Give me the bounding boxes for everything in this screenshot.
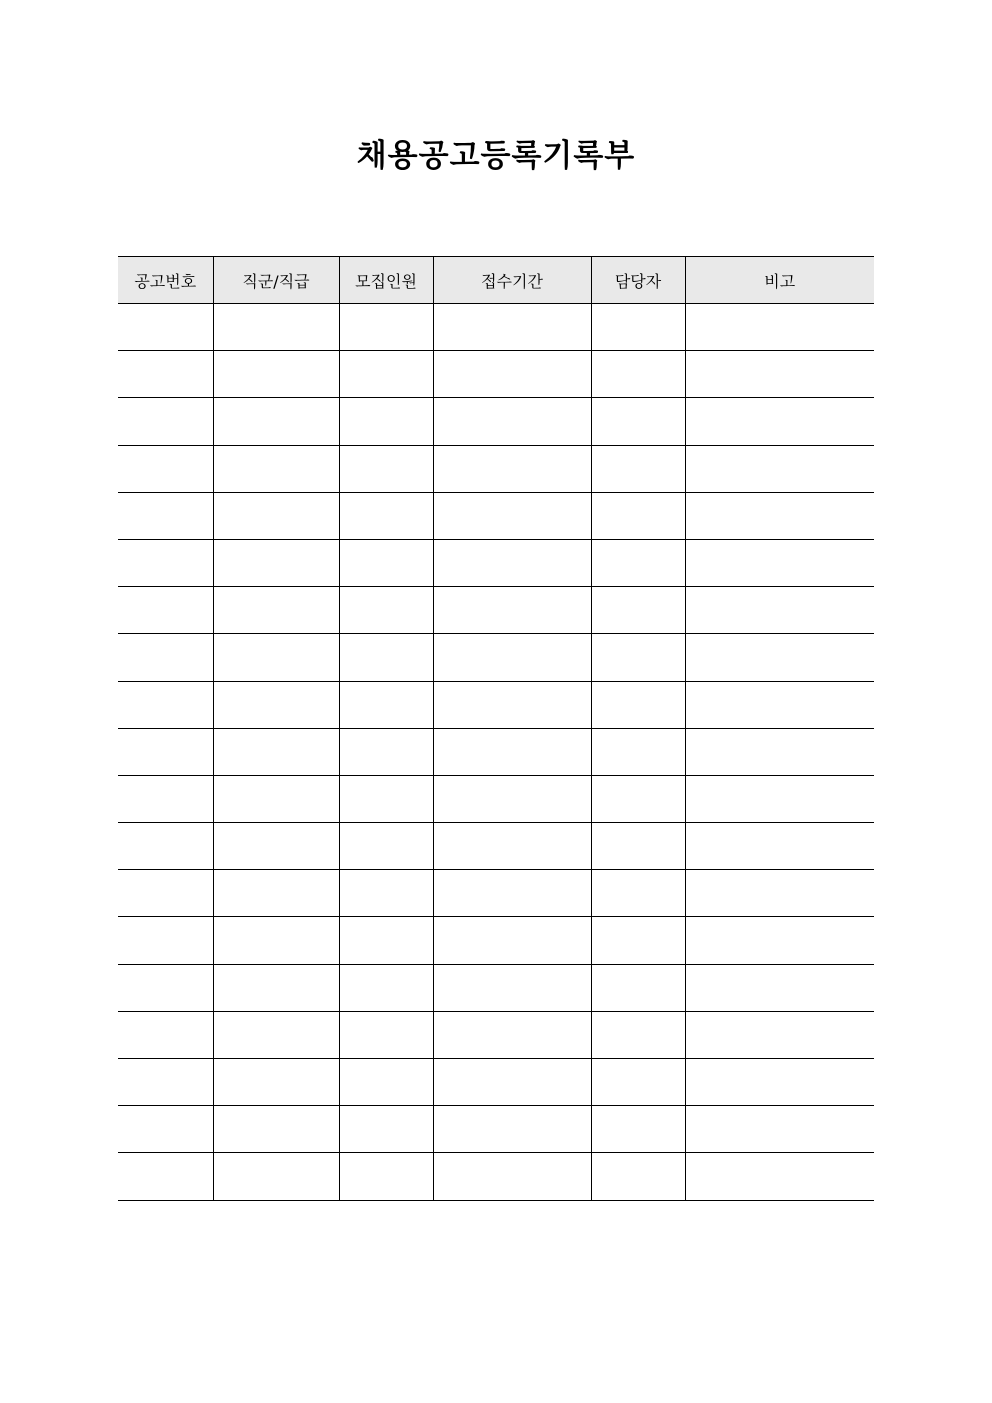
- application-period-cell[interactable]: [433, 1059, 591, 1106]
- application-period-cell[interactable]: [433, 681, 591, 728]
- table-row: [118, 728, 874, 775]
- headcount-cell[interactable]: [339, 304, 433, 351]
- table-row: [118, 1059, 874, 1106]
- posting-number-cell[interactable]: [118, 917, 213, 964]
- table-header-row: [118, 257, 874, 304]
- headcount-cell[interactable]: [339, 681, 433, 728]
- remarks-cell[interactable]: [685, 1106, 874, 1153]
- headcount-cell[interactable]: [339, 823, 433, 870]
- job-posting-register-table: [118, 256, 874, 1201]
- remarks-cell[interactable]: [685, 304, 874, 351]
- table-row: [118, 539, 874, 586]
- posting-number-cell[interactable]: [118, 1059, 213, 1106]
- job-group-grade-cell[interactable]: [213, 634, 339, 681]
- table-row: [118, 398, 874, 445]
- posting-number-cell[interactable]: [118, 634, 213, 681]
- header-job-group-grade: 직군/직급: [213, 257, 339, 304]
- headcount-cell[interactable]: [339, 1011, 433, 1058]
- job-group-grade-cell[interactable]: [213, 445, 339, 492]
- posting-number-cell[interactable]: [118, 775, 213, 822]
- table-row: [118, 634, 874, 681]
- job-group-grade-cell[interactable]: [213, 492, 339, 539]
- headcount-cell[interactable]: [339, 1059, 433, 1106]
- headcount-cell[interactable]: [339, 634, 433, 681]
- posting-number-cell[interactable]: [118, 351, 213, 398]
- application-period-cell[interactable]: [433, 634, 591, 681]
- job-group-grade-cell[interactable]: [213, 1153, 339, 1200]
- person-in-charge-cell[interactable]: [591, 1059, 685, 1106]
- person-in-charge-cell[interactable]: [591, 398, 685, 445]
- headcount-cell[interactable]: [339, 587, 433, 634]
- person-in-charge-cell[interactable]: [591, 775, 685, 822]
- header-headcount: 모집인원: [339, 257, 433, 304]
- job-group-grade-cell[interactable]: [213, 587, 339, 634]
- job-group-grade-cell[interactable]: [213, 539, 339, 586]
- table-row: [118, 1106, 874, 1153]
- application-period-cell[interactable]: [433, 1011, 591, 1058]
- job-group-grade-cell[interactable]: [213, 775, 339, 822]
- remarks-cell[interactable]: [685, 1011, 874, 1058]
- table-row: [118, 304, 874, 351]
- job-group-grade-cell[interactable]: [213, 398, 339, 445]
- posting-number-cell[interactable]: [118, 492, 213, 539]
- remarks-cell[interactable]: [685, 539, 874, 586]
- posting-number-cell[interactable]: [118, 445, 213, 492]
- job-group-grade-cell[interactable]: [213, 351, 339, 398]
- header-person-in-charge: 담당자: [591, 257, 685, 304]
- application-period-cell[interactable]: [433, 351, 591, 398]
- person-in-charge-cell[interactable]: [591, 1106, 685, 1153]
- table-row: [118, 587, 874, 634]
- table-row: [118, 445, 874, 492]
- posting-number-cell[interactable]: [118, 1106, 213, 1153]
- application-period-cell[interactable]: [433, 1153, 591, 1200]
- remarks-cell[interactable]: [685, 445, 874, 492]
- headcount-cell[interactable]: [339, 870, 433, 917]
- remarks-cell[interactable]: [685, 917, 874, 964]
- person-in-charge-cell[interactable]: [591, 587, 685, 634]
- header-remarks: 비고: [685, 257, 874, 304]
- application-period-cell[interactable]: [433, 917, 591, 964]
- job-group-grade-cell[interactable]: [213, 823, 339, 870]
- table-row: [118, 351, 874, 398]
- page-title: 채용공고등록기록부: [356, 138, 636, 174]
- headcount-cell[interactable]: [339, 917, 433, 964]
- person-in-charge-cell[interactable]: [591, 634, 685, 681]
- application-period-cell[interactable]: [433, 728, 591, 775]
- application-period-cell[interactable]: [433, 775, 591, 822]
- person-in-charge-cell[interactable]: [591, 917, 685, 964]
- job-group-grade-cell[interactable]: [213, 1059, 339, 1106]
- application-period-cell[interactable]: [433, 445, 591, 492]
- application-period-cell[interactable]: [433, 539, 591, 586]
- job-group-grade-cell[interactable]: [213, 870, 339, 917]
- person-in-charge-cell[interactable]: [591, 728, 685, 775]
- remarks-cell[interactable]: [685, 492, 874, 539]
- headcount-cell[interactable]: [339, 445, 433, 492]
- person-in-charge-cell[interactable]: [591, 304, 685, 351]
- application-period-cell[interactable]: [433, 587, 591, 634]
- headcount-cell[interactable]: [339, 964, 433, 1011]
- application-period-cell[interactable]: [433, 304, 591, 351]
- headcount-cell[interactable]: [339, 775, 433, 822]
- remarks-cell[interactable]: [685, 634, 874, 681]
- headcount-cell[interactable]: [339, 351, 433, 398]
- headcount-cell[interactable]: [339, 539, 433, 586]
- remarks-cell[interactable]: [685, 351, 874, 398]
- remarks-cell[interactable]: [685, 681, 874, 728]
- remarks-cell[interactable]: [685, 728, 874, 775]
- posting-number-cell[interactable]: [118, 587, 213, 634]
- application-period-cell[interactable]: [433, 870, 591, 917]
- headcount-cell[interactable]: [339, 492, 433, 539]
- remarks-cell[interactable]: [685, 870, 874, 917]
- header-posting-number: 공고번호: [118, 257, 213, 304]
- posting-number-cell[interactable]: [118, 304, 213, 351]
- person-in-charge-cell[interactable]: [591, 539, 685, 586]
- person-in-charge-cell[interactable]: [591, 870, 685, 917]
- job-group-grade-cell[interactable]: [213, 304, 339, 351]
- application-period-cell[interactable]: [433, 964, 591, 1011]
- remarks-cell[interactable]: [685, 775, 874, 822]
- posting-number-cell[interactable]: [118, 823, 213, 870]
- table-row: [118, 917, 874, 964]
- remarks-cell[interactable]: [685, 964, 874, 1011]
- remarks-cell[interactable]: [685, 1153, 874, 1200]
- posting-number-cell[interactable]: [118, 1011, 213, 1058]
- person-in-charge-cell[interactable]: [591, 492, 685, 539]
- headcount-cell[interactable]: [339, 1106, 433, 1153]
- posting-number-cell[interactable]: [118, 870, 213, 917]
- application-period-cell[interactable]: [433, 492, 591, 539]
- application-period-cell[interactable]: [433, 823, 591, 870]
- table-row: [118, 823, 874, 870]
- headcount-cell[interactable]: [339, 728, 433, 775]
- application-period-cell[interactable]: [433, 398, 591, 445]
- job-group-grade-cell[interactable]: [213, 917, 339, 964]
- person-in-charge-cell[interactable]: [591, 351, 685, 398]
- job-group-grade-cell[interactable]: [213, 728, 339, 775]
- posting-number-cell[interactable]: [118, 728, 213, 775]
- remarks-cell[interactable]: [685, 823, 874, 870]
- table-row: [118, 492, 874, 539]
- posting-number-cell[interactable]: [118, 398, 213, 445]
- person-in-charge-cell[interactable]: [591, 823, 685, 870]
- job-group-grade-cell[interactable]: [213, 681, 339, 728]
- person-in-charge-cell[interactable]: [591, 681, 685, 728]
- person-in-charge-cell[interactable]: [591, 1153, 685, 1200]
- person-in-charge-cell[interactable]: [591, 1011, 685, 1058]
- remarks-cell[interactable]: [685, 398, 874, 445]
- table-row: [118, 775, 874, 822]
- remarks-cell[interactable]: [685, 587, 874, 634]
- headcount-cell[interactable]: [339, 1153, 433, 1200]
- table-row: [118, 870, 874, 917]
- posting-number-cell[interactable]: [118, 1153, 213, 1200]
- table-row: [118, 681, 874, 728]
- table-row: [118, 1011, 874, 1058]
- posting-number-cell[interactable]: [118, 681, 213, 728]
- remarks-cell[interactable]: [685, 1059, 874, 1106]
- job-group-grade-cell[interactable]: [213, 1011, 339, 1058]
- person-in-charge-cell[interactable]: [591, 964, 685, 1011]
- job-group-grade-cell[interactable]: [213, 1106, 339, 1153]
- headcount-cell[interactable]: [339, 398, 433, 445]
- application-period-cell[interactable]: [433, 1106, 591, 1153]
- posting-number-cell[interactable]: [118, 539, 213, 586]
- table-row: [118, 964, 874, 1011]
- person-in-charge-cell[interactable]: [591, 445, 685, 492]
- job-group-grade-cell[interactable]: [213, 964, 339, 1011]
- posting-number-cell[interactable]: [118, 964, 213, 1011]
- header-application-period: 접수기간: [433, 257, 591, 304]
- table-row: [118, 1153, 874, 1200]
- table-body: [118, 304, 874, 1201]
